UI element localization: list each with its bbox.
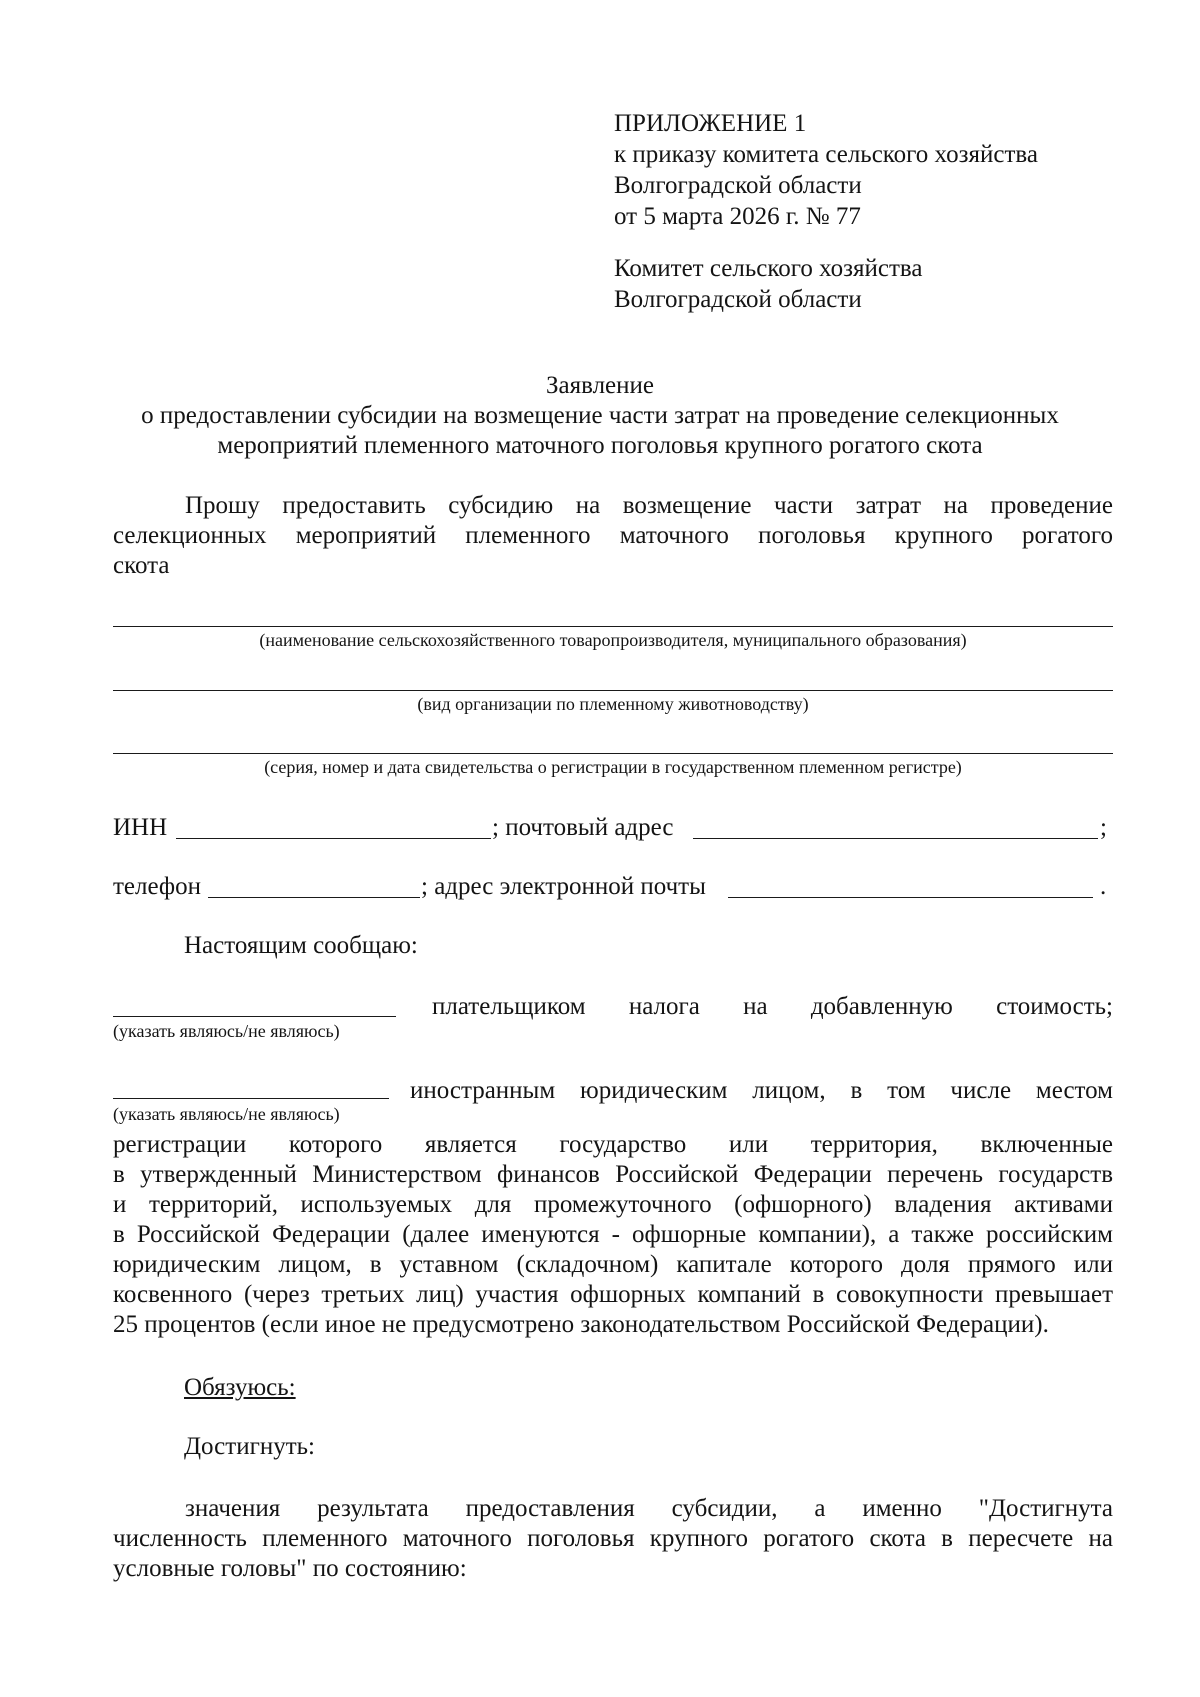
producer-caption: (наименование сельскохозяйственного товаропроизводителя, муниципального образования) xyxy=(259,630,967,650)
org-type-caption: (вид организации по племенному животноводству) xyxy=(417,694,809,714)
appendix-order-date: от 5 марта 2026 г. № 77 xyxy=(614,203,861,230)
appendix-header xyxy=(614,108,1038,232)
email-field[interactable] xyxy=(728,897,1093,898)
addressee-block xyxy=(614,253,922,315)
vat-text: плательщиком налога на добавленную стоимость; xyxy=(432,993,1113,1020)
email-label: ; адрес электронной почты xyxy=(421,873,706,900)
offshore-line: юридическим лицом, в уставном (складочном) капитале которого доля прямого или xyxy=(113,1251,1113,1278)
appendix-title: ПРИЛОЖЕНИЕ 1 xyxy=(614,110,807,137)
offshore-line: в утвержденный Министерством финансов Российской Федерации перечень государств xyxy=(113,1161,1113,1188)
result-line: значения результата предоставления субсидии, а именно "Достигнута xyxy=(185,1495,1113,1522)
document-title: Заявление xyxy=(545,372,655,399)
addressee-line: Комитет сельского хозяйства xyxy=(614,255,923,282)
request-line: селекционных мероприятий племенного маточного поголовья крупного рогатого xyxy=(113,522,1113,549)
producer-name-line[interactable] xyxy=(113,626,1113,627)
postal-address-field[interactable] xyxy=(693,838,1098,839)
phone-field[interactable] xyxy=(208,897,420,898)
request-line: Прошу предоставить субсидию на возмещение части затрат на проведение xyxy=(185,492,1113,519)
result-line: численность племенного маточного поголовья крупного рогатого скота в пересчете на xyxy=(113,1525,1113,1552)
achieve-label: Достигнуть: xyxy=(184,1433,315,1460)
offshore-line: косвенного (через третьих лиц) участия офшорных компаний в совокупности превышает xyxy=(113,1281,1113,1308)
document-subtitle-line: мероприятий племенного маточного поголовья крупного рогатого скота xyxy=(217,432,983,459)
offshore-line: в Российской Федерации (далее именуются - офшорные компании), а также российским xyxy=(113,1221,1113,1248)
offshore-line: регистрации которого является государство или территория, включенные xyxy=(113,1131,1113,1158)
inn-field[interactable] xyxy=(176,838,491,839)
org-type-line[interactable] xyxy=(113,690,1113,691)
foreign-caption: (указать являюсь/не являюсь) xyxy=(113,1104,340,1124)
inn-label: ИНН xyxy=(113,814,168,841)
obligations-title: Обязуюсь: xyxy=(184,1374,296,1401)
offshore-line: и территорий, используемых для промежуточного (офшорного) владения активами xyxy=(113,1191,1113,1218)
postal-label: ; почтовый адрес xyxy=(492,814,674,841)
addressee-line: Волгоградской области xyxy=(614,286,862,313)
certificate-line[interactable] xyxy=(113,753,1113,754)
result-line: условные головы" по состоянию: xyxy=(113,1555,467,1582)
postal-end: ; xyxy=(1100,814,1107,841)
email-end: . xyxy=(1100,873,1107,900)
request-line: скота xyxy=(113,552,170,579)
vat-caption: (указать являюсь/не являюсь) xyxy=(113,1021,340,1041)
vat-status-field[interactable] xyxy=(113,1016,396,1017)
notice-title: Настоящим сообщаю: xyxy=(184,932,418,959)
phone-label: телефон xyxy=(113,873,201,900)
document-subtitle-line: о предоставлении субсидии на возмещение части затрат на проведение селекционных xyxy=(141,402,1059,429)
foreign-status-field[interactable] xyxy=(113,1098,389,1099)
certificate-caption: (серия, номер и дата свидетельства о регистрации в государственном племенном регистре) xyxy=(264,757,962,777)
appendix-line: к приказу комитета сельского хозяйства xyxy=(614,141,1038,168)
offshore-line: 25 процентов (если иное не предусмотрено законодательством Российской Федерации). xyxy=(113,1311,1049,1338)
appendix-line: Волгоградской области xyxy=(614,172,862,199)
foreign-text: иностранным юридическим лицом, в том числе местом xyxy=(410,1077,1113,1104)
